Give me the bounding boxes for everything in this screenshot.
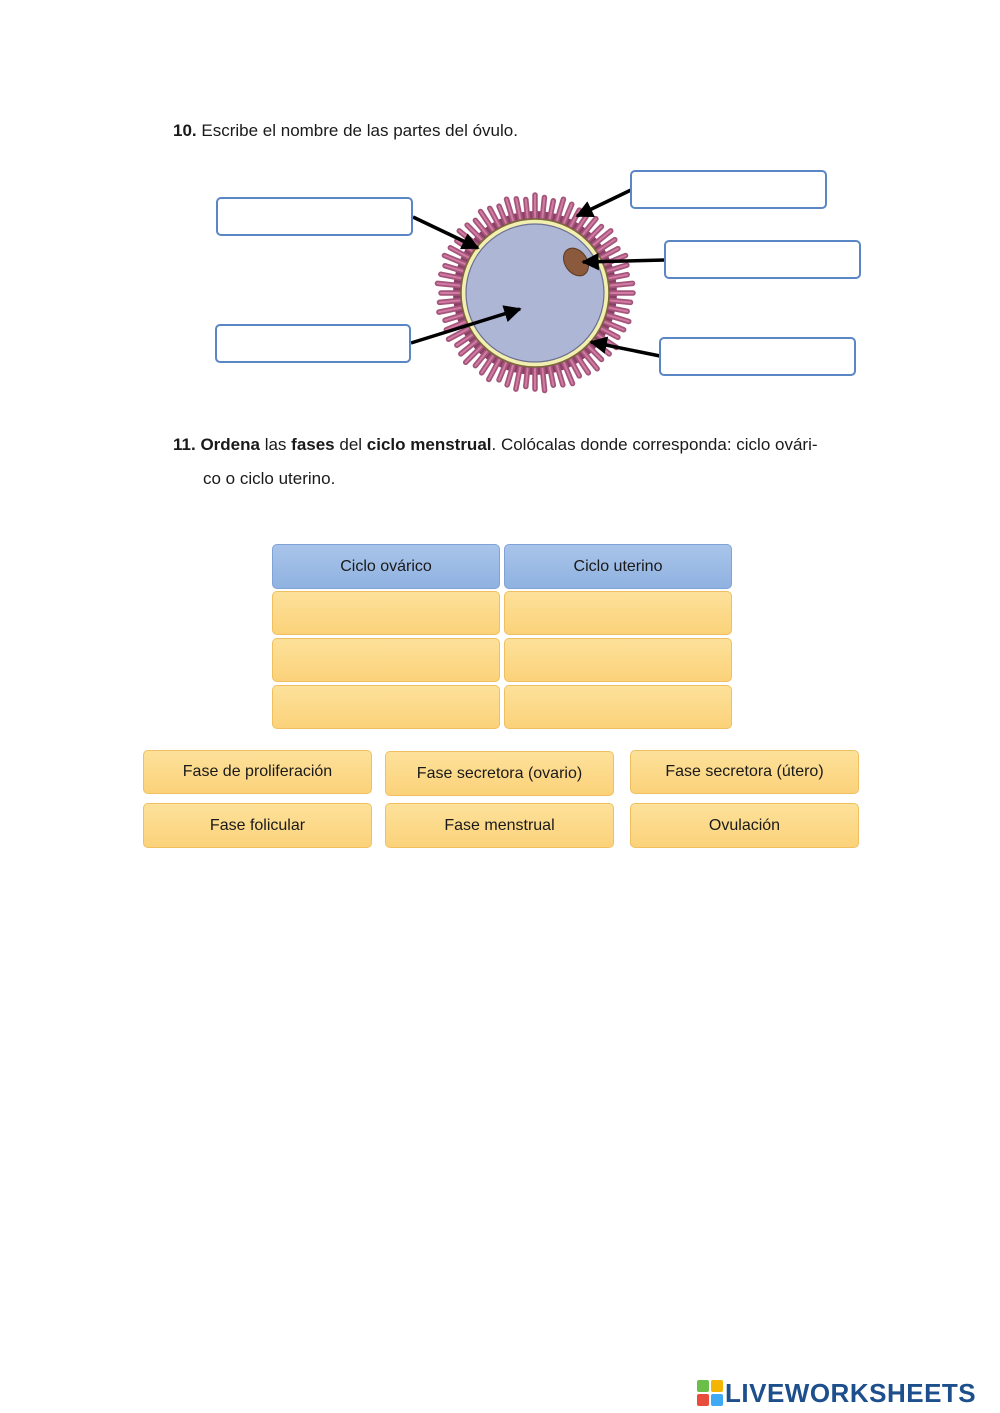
logo-tile-lightblue <box>711 1394 723 1406</box>
q11-line-2: co o ciclo uterino. <box>203 469 336 488</box>
answer-box-left-top[interactable] <box>216 197 413 236</box>
question-11 <box>173 428 863 496</box>
option-fase-secretora-ovario[interactable]: Fase secretora (ovario) <box>385 751 614 796</box>
question-11-number: 11. <box>173 435 196 454</box>
option-fase-secretora-utero[interactable]: Fase secretora (útero) <box>630 750 859 794</box>
liveworksheets-logo <box>697 1376 976 1410</box>
option-fase-de-proliferacion[interactable]: Fase de proliferación <box>143 750 372 794</box>
arrow-to-corona <box>577 190 631 216</box>
answer-box-right-middle[interactable] <box>664 240 861 279</box>
liveworksheets-logo-icon <box>697 1380 723 1406</box>
answer-box-right-top[interactable] <box>630 170 827 209</box>
q11-word-fases: fases <box>291 435 335 454</box>
q11-word-ordena: Ordena <box>200 435 260 454</box>
q11-text-1: las <box>259 435 292 454</box>
question-10-text: Escribe el nombre de las partes del óvulo. <box>201 121 518 140</box>
arrow-to-zona <box>413 217 478 248</box>
q11-text-3: . Colócalas donde corresponda: ciclo ovári- <box>491 435 818 454</box>
header-ciclo-uterino: Ciclo uterino <box>504 544 732 589</box>
drop-slot-uterino-1[interactable] <box>504 591 732 635</box>
option-fase-menstrual[interactable]: Fase menstrual <box>385 803 614 848</box>
logo-tile-yellow <box>711 1380 723 1392</box>
arrow-to-nucleus <box>583 260 665 262</box>
drop-slot-ovarico-1[interactable] <box>272 591 500 635</box>
option-ovulacion[interactable]: Ovulación <box>630 803 859 848</box>
drop-slot-uterino-3[interactable] <box>504 685 732 729</box>
header-ciclo-ovarico: Ciclo ovárico <box>272 544 500 589</box>
logo-tile-green <box>697 1380 709 1392</box>
logo-tile-red <box>697 1394 709 1406</box>
drop-slot-uterino-2[interactable] <box>504 638 732 682</box>
drop-slot-ovarico-2[interactable] <box>272 638 500 682</box>
q11-text-2: del <box>334 435 367 454</box>
liveworksheets-wordmark: LIVEWORKSHEETS <box>725 1377 977 1408</box>
drop-slot-ovarico-3[interactable] <box>272 685 500 729</box>
answer-box-left-bottom[interactable] <box>215 324 411 363</box>
option-fase-folicular[interactable]: Fase folicular <box>143 803 372 848</box>
answer-box-right-bottom[interactable] <box>659 337 856 376</box>
cytoplasm <box>466 224 604 362</box>
question-10-number: 10. <box>173 121 197 140</box>
q11-word-ciclo-menstrual: ciclo menstrual <box>366 435 492 454</box>
